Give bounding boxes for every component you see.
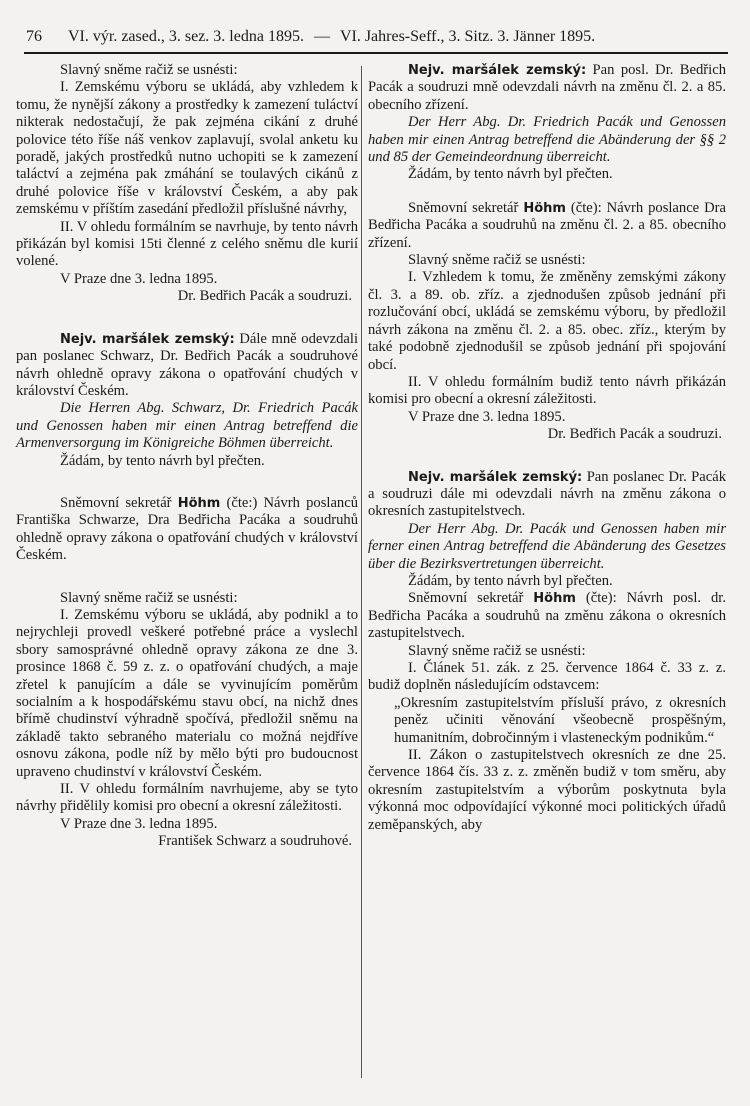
header-separator: — [313,28,330,45]
speaker-paragraph: Nejv. maršálek zemský: Dále mně odevzdali pan poslanec Schwarz, Dr. Bedřich Pacák a soudruhové návrh ohledně opravy zákona o opatřování chudých v království Českém. [16,330,358,399]
secretary-paragraph: Sněmovní sekretář Höhm (čte:) Návrh poslanců Františka Schwarze, Dra Bedřicha Pacáka a soudruhů ohledně opravy zákona o opatřování chudých v království Českém. [16,494,358,564]
date-line: V Praze dne 3. ledna 1895. [408,408,566,425]
motion-point-2: II. V ohledu formálním se navrhuje, by tento návrh přikázán byl komisi 15ti členné z celého sněmu dle kurií volené. [16,218,358,270]
page-number: 76 [26,28,42,45]
header-german: VI. Jahres-Seff., 3. Sitz. 3. Jänner 1895. [339,28,596,45]
header-rule [24,52,728,54]
read-request: Žádám, by tento návrh byl přečten. [408,166,613,183]
german-paragraph: Der Herr Abg. Dr. Friedrich Pacák und Genossen haben mir einen Antrag betreffend die Abänderung der §§ 2 und 85 der Gemeindeordnung überreicht. [368,114,726,166]
german-paragraph: Die Herren Abg. Schwarz, Dr. Friedrich Pacák und Genossen haben mir einen Antrag betreffend die Armenversorgung im Königreiche Böhmen überreicht. [16,400,358,452]
motion-point-1: I. Zemskému výboru se ukládá, aby podnikl a to nejrychleji provedl veškeré potřebné práce a vyslechl sbory samosprávné ohledně opravy zákona ze dne 3. prosince 1868 č. 59 z. z. o opatřování chudých, a maje zřetel k panujícím a dále se vyvinujícím poměrům socialním a k hospodářskému stavu obcí, na nichž dnes břímě chudinství výhradně spočívá, předložil sněmu na základě takto sebraného materialu co možná nejdříve osnovu zákona, podle níž by mělo býti pro budoucnost upraveno chudinství v království Českém. [16,606,358,780]
date-line: V Praze dne 3. ledna 1895. [60,270,218,287]
right-column [368,62,726,834]
column-divider [361,66,362,1078]
secretary-name: Höhm [177,495,221,511]
motion-intro: Slavný sněme račiž se usnésti: [60,589,238,606]
secretary-paragraph: Sněmovní sekretář Höhm (čte): Návrh posl. dr. Bedřicha Pacáka a soudruhů na změnu zákona o okresních zastupitelstvech. [368,590,726,642]
speaker-paragraph: Nejv. maršálek zemský: Pan poslanec Dr. Pacák a soudruzi dále mi odevzdali návrh na změnu zákona o okresních zastupitelstvech. [368,468,726,520]
motion-intro: Slavný sněme račiž se usnésti: [408,642,586,659]
speaker-name: Nejv. maršálek zemský: [408,63,587,78]
motion-intro: Slavný sněme račiž se usnésti: [60,62,238,78]
signature: František Schwarz a soudruhové. [158,833,352,850]
motion-point-2: II. V ohledu formálním navrhujeme, aby se tyto návrhy přidělily komisi pro obecní a okresní záležitosti. [16,781,358,815]
secretary-name: Höhm [533,591,576,607]
header-czech: VI. výr. zased., 3. sez. 3. ledna 1895. [68,28,304,45]
page-header [26,28,730,46]
signature: Dr. Bedřich Pacák a soudruzi. [177,288,352,305]
secretary-name: Höhm [523,200,566,216]
speaker-name: Nejv. maršálek zemský: [408,469,583,485]
speaker-paragraph: Nejv. maršálek zemský: Pan posl. Dr. Bedřich Pacák a soudruzi mně odevzdali návrh na změnu čl. 2. a 85. obecního zřízení. [368,62,726,113]
read-request: Žádám, by tento návrh byl přečten. [60,452,265,469]
read-request: Žádám, by tento návrh byl přečten. [408,572,613,589]
secretary-paragraph: Sněmovní sekretář Höhm (čte): Návrh poslance Dra Bedřicha Pacáka a soudruhů na změnu čl. 2. a 85. obecního zřízení. [368,199,726,251]
quoted-paragraph: „Okresním zastupitelstvím přísluší právo, z okresních peněz učiniti věnování všeobecně prospěšným, humanitním, dobročinným i vlasteneckým podnikům.“ [394,694,726,746]
date-line: V Praze dne 3. ledna 1895. [60,815,218,832]
german-paragraph: Der Herr Abg. Dr. Pacák und Genossen haben mir ferner einen Antrag betreffend die Abänderung des Gesetzes über die Bezirksvertretungen überreicht. [368,520,726,572]
motion-point-1: I. Článek 51. zák. z 25. července 1864 č. 33 z. z. budiž doplněn následujícím odstavcem: [368,660,726,694]
motion-intro: Slavný sněme račiž se usnésti: [408,252,586,269]
motion-point-1: I. Vzhledem k tomu, že změněny zemskými zákony čl. 3. a 89. ob. zříz. a zjednodušen způsob jednání při rozlučování obcí, ukládá se zemskému výboru, by předložil návrh zákona na změnu čl. 2. a 85. obec. zříz., kterým by také podobně zjednodušil se způsob jednání při spojování obcí. [368,269,726,373]
motion-point-2: II. V ohledu formálním budiž tento návrh přikázán komisi pro obecní a okresní záležitosti. [368,373,726,408]
left-column [16,62,358,851]
motion-point-1: I. Zemskému výboru se ukládá, aby vzhledem k tomu, že nynější zákony a prostředky k zamezení tuláctví nikterak nedostačují, že pak zejména cikání z druhé polovice této říše náš venkov zaplavují, svolal anketu ku poradě, jakých prostředků nutno uchopiti se k zamezení taláctví a zejména pak zmáhání se toulavých cikánů z druhé polovice říše v království Českém, a aby pak zemskému v příštím zasedání předložil příslušné návrhy, [16,79,358,218]
speaker-name: Nejv. maršálek zemský: [60,331,235,347]
signature: Dr. Bedřich Pacák a soudruzi. [547,426,722,443]
motion-point-2: II. Zákon o zastupitelstvech okresních ze dne 25. července 1864 čís. 33 z. z. změněn budiž v tom směru, aby okresním zastupitelstvím a výborům poskytnuta byla výkonná moc odpovídající výkonné moci politických úřadů zeměpanských, aby [368,747,726,833]
